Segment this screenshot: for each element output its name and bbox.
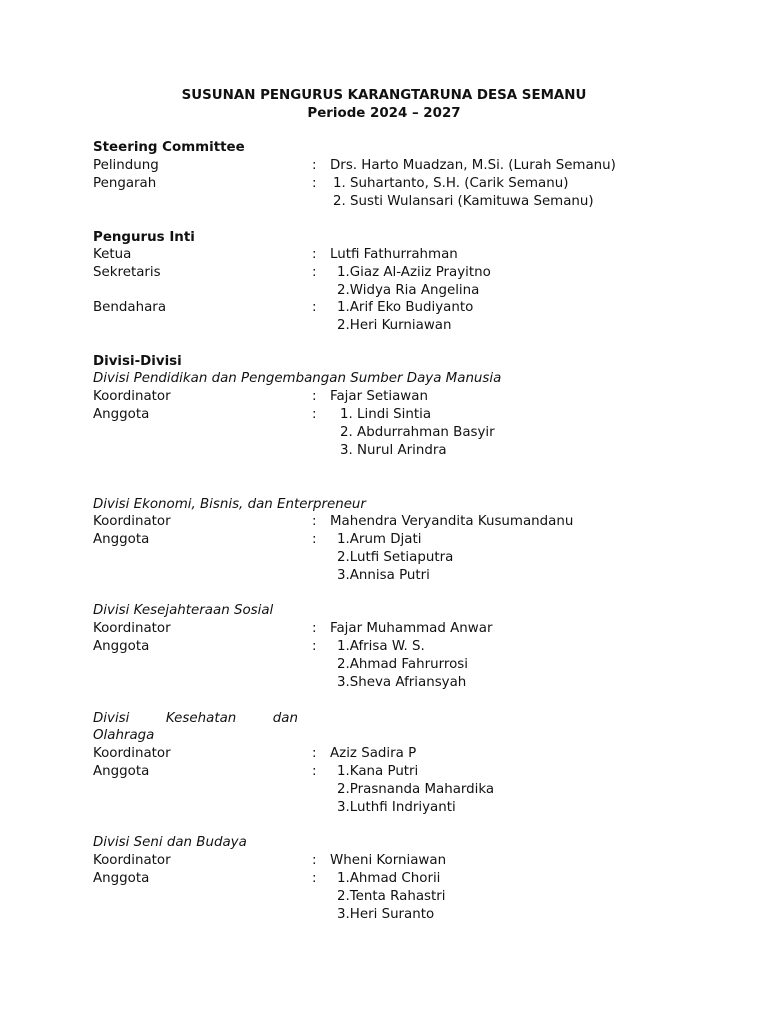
anggota-item: 3. Nurul Arindra bbox=[340, 443, 447, 458]
koordinator-label: Koordinator bbox=[93, 389, 171, 404]
anggota-item: 1.Arum Djati bbox=[337, 532, 422, 547]
anggota-item: 2.Tenta Rahastri bbox=[337, 889, 446, 904]
colon: : bbox=[312, 639, 317, 654]
anggota-item: 3.Heri Suranto bbox=[337, 907, 435, 922]
bendahara-label: Bendahara bbox=[93, 300, 167, 315]
document-title: SUSUNAN PENGURUS KARANGTARUNA DESA SEMANU bbox=[181, 88, 587, 103]
koordinator-label: Koordinator bbox=[93, 746, 171, 761]
pelindung-value: Drs. Harto Muadzan, M.Si. (Lurah Semanu) bbox=[330, 158, 616, 173]
colon: : bbox=[312, 764, 317, 779]
anggota-label: Anggota bbox=[93, 407, 150, 422]
colon: : bbox=[312, 853, 317, 868]
pengarah-item: 2. Susti Wulansari (Kamituwa Semanu) bbox=[333, 194, 594, 209]
colon: : bbox=[312, 746, 317, 761]
ketua-value: Lutfi Fathurrahman bbox=[330, 247, 458, 262]
divisi-name bbox=[93, 710, 298, 728]
koordinator-label: Koordinator bbox=[93, 621, 171, 636]
anggota-item: 2.Ahmad Fahrurrosi bbox=[337, 657, 468, 672]
divisi-name-word: dan bbox=[272, 711, 298, 726]
steering-committee-heading: Steering Committee bbox=[93, 140, 245, 155]
anggota-label: Anggota bbox=[93, 871, 150, 886]
divisi-name: Divisi Seni dan Budaya bbox=[93, 835, 247, 850]
anggota-item: 1.Ahmad Chorii bbox=[337, 871, 441, 886]
pengarah-label: Pengarah bbox=[93, 176, 157, 191]
koordinator-value: Aziz Sadira P bbox=[330, 746, 417, 761]
document-period: Periode 2024 – 2027 bbox=[307, 106, 461, 121]
colon: : bbox=[312, 389, 317, 404]
divisi-name: Divisi Kesejahteraan Sosial bbox=[93, 603, 274, 618]
anggota-item: 3.Annisa Putri bbox=[337, 568, 430, 583]
koordinator-label: Koordinator bbox=[93, 514, 171, 529]
divisi-name-line2: Olahraga bbox=[93, 728, 155, 743]
divisi-heading: Divisi-Divisi bbox=[93, 354, 182, 369]
ketua-label: Ketua bbox=[93, 247, 132, 262]
anggota-item: 3.Luthfi Indriyanti bbox=[337, 800, 456, 815]
sekretaris-item: 2.Widya Ria Angelina bbox=[337, 283, 480, 298]
colon: : bbox=[312, 871, 317, 886]
colon: : bbox=[312, 300, 317, 315]
koordinator-value: Fajar Muhammad Anwar bbox=[330, 621, 493, 636]
pelindung-label: Pelindung bbox=[93, 158, 159, 173]
koordinator-label: Koordinator bbox=[93, 853, 171, 868]
colon: : bbox=[312, 407, 317, 422]
divisi-name-word: Divisi bbox=[93, 711, 130, 726]
colon: : bbox=[312, 247, 317, 262]
colon: : bbox=[312, 158, 317, 173]
sekretaris-item: 1.Giaz Al-Aziiz Prayitno bbox=[337, 265, 491, 280]
pengurus-inti-heading: Pengurus Inti bbox=[93, 230, 195, 245]
divisi-name-word: Kesehatan bbox=[165, 711, 237, 726]
colon: : bbox=[312, 265, 317, 280]
koordinator-value: Fajar Setiawan bbox=[330, 389, 428, 404]
anggota-item: 2. Abdurrahman Basyir bbox=[340, 425, 495, 440]
koordinator-value: Wheni Korniawan bbox=[330, 853, 447, 868]
anggota-label: Anggota bbox=[93, 764, 150, 779]
bendahara-item: 1.Arif Eko Budiyanto bbox=[337, 300, 474, 315]
colon: : bbox=[312, 514, 317, 529]
anggota-item: 1.Afrisa W. S. bbox=[337, 639, 425, 654]
anggota-item: 3.Sheva Afriansyah bbox=[337, 675, 467, 690]
anggota-item: 1.Kana Putri bbox=[337, 764, 419, 779]
colon: : bbox=[312, 532, 317, 547]
divisi-name: Divisi Pendidikan dan Pengembangan Sumber Daya Manusia bbox=[93, 371, 502, 386]
anggota-item: 1. Lindi Sintia bbox=[340, 407, 432, 422]
colon: : bbox=[312, 176, 317, 191]
anggota-item: 2.Lutfi Setiaputra bbox=[337, 550, 454, 565]
bendahara-item: 2.Heri Kurniawan bbox=[337, 318, 452, 333]
colon: : bbox=[312, 621, 317, 636]
anggota-label: Anggota bbox=[93, 639, 150, 654]
anggota-label: Anggota bbox=[93, 532, 150, 547]
anggota-item: 2.Prasnanda Mahardika bbox=[337, 782, 495, 797]
koordinator-value: Mahendra Veryandita Kusumandanu bbox=[330, 514, 574, 529]
sekretaris-label: Sekretaris bbox=[93, 265, 161, 280]
pengarah-item: 1. Suhartanto, S.H. (Carik Semanu) bbox=[333, 176, 569, 191]
divisi-name: Divisi Ekonomi, Bisnis, dan Enterpreneur bbox=[93, 497, 366, 512]
